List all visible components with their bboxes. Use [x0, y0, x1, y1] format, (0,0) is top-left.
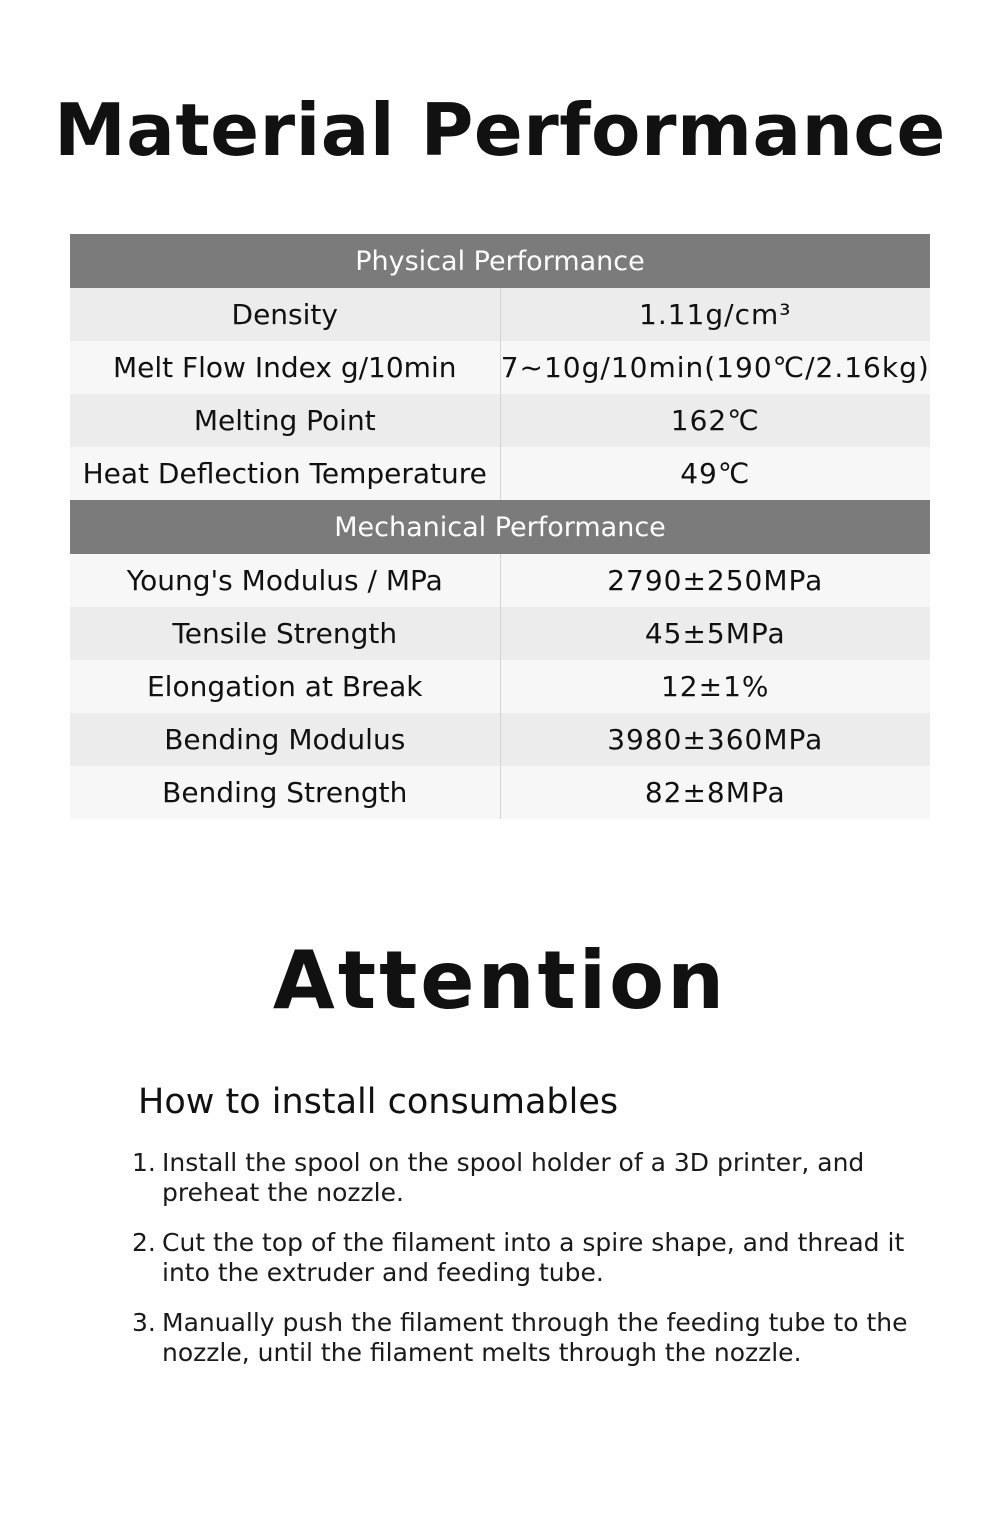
step-text: Manually push the filament through the feeding tube to the nozzle, until the filament melts through the nozzle. [162, 1308, 908, 1367]
step-number: 2. [132, 1228, 156, 1257]
table-row [70, 554, 930, 607]
property-value: 7~10g/10min(190℃/2.16kg) [500, 341, 930, 394]
list-item [132, 1308, 932, 1368]
property-value: 1.11g/cm³ [500, 288, 930, 341]
install-heading: How to install consumables [138, 1082, 619, 1122]
property-value: 49℃ [500, 447, 930, 500]
property-value: 45±5MPa [500, 607, 930, 660]
attention-title: Attention [272, 934, 728, 1027]
list-item [132, 1148, 932, 1208]
step-text: Install the spool on the spool holder of a 3D printer, and preheat the nozzle. [162, 1148, 865, 1207]
property-name: Bending Strength [70, 766, 500, 819]
table-row [70, 394, 930, 447]
section-header-physical [70, 234, 930, 288]
property-name: Elongation at Break [70, 660, 500, 713]
property-name: Bending Modulus [70, 713, 500, 766]
property-value: 2790±250MPa [500, 554, 930, 607]
step-number: 3. [132, 1308, 156, 1337]
property-name: Tensile Strength [70, 607, 500, 660]
install-steps-list [132, 1148, 932, 1388]
page-title: Material Performance [54, 88, 946, 172]
property-value: 162℃ [500, 394, 930, 447]
section-header-label: Mechanical Performance [70, 500, 930, 554]
table-row [70, 660, 930, 713]
table-row [70, 447, 930, 500]
table-row [70, 607, 930, 660]
step-text: Cut the top of the filament into a spire shape, and thread it into the extruder and feeding tube. [162, 1228, 905, 1287]
property-value: 82±8MPa [500, 766, 930, 819]
table-row [70, 288, 930, 341]
property-name: Heat Deflection Temperature [70, 447, 500, 500]
section-header-mechanical [70, 500, 930, 554]
step-number: 1. [132, 1148, 156, 1177]
property-name: Density [70, 288, 500, 341]
table-row [70, 341, 930, 394]
performance-table [70, 234, 930, 819]
property-name: Melting Point [70, 394, 500, 447]
table-row [70, 713, 930, 766]
table-row [70, 766, 930, 819]
property-name: Young's Modulus / MPa [70, 554, 500, 607]
list-item [132, 1228, 932, 1288]
property-value: 12±1% [500, 660, 930, 713]
property-value: 3980±360MPa [500, 713, 930, 766]
section-header-label: Physical Performance [70, 234, 930, 288]
property-name: Melt Flow Index g/10min [70, 341, 500, 394]
